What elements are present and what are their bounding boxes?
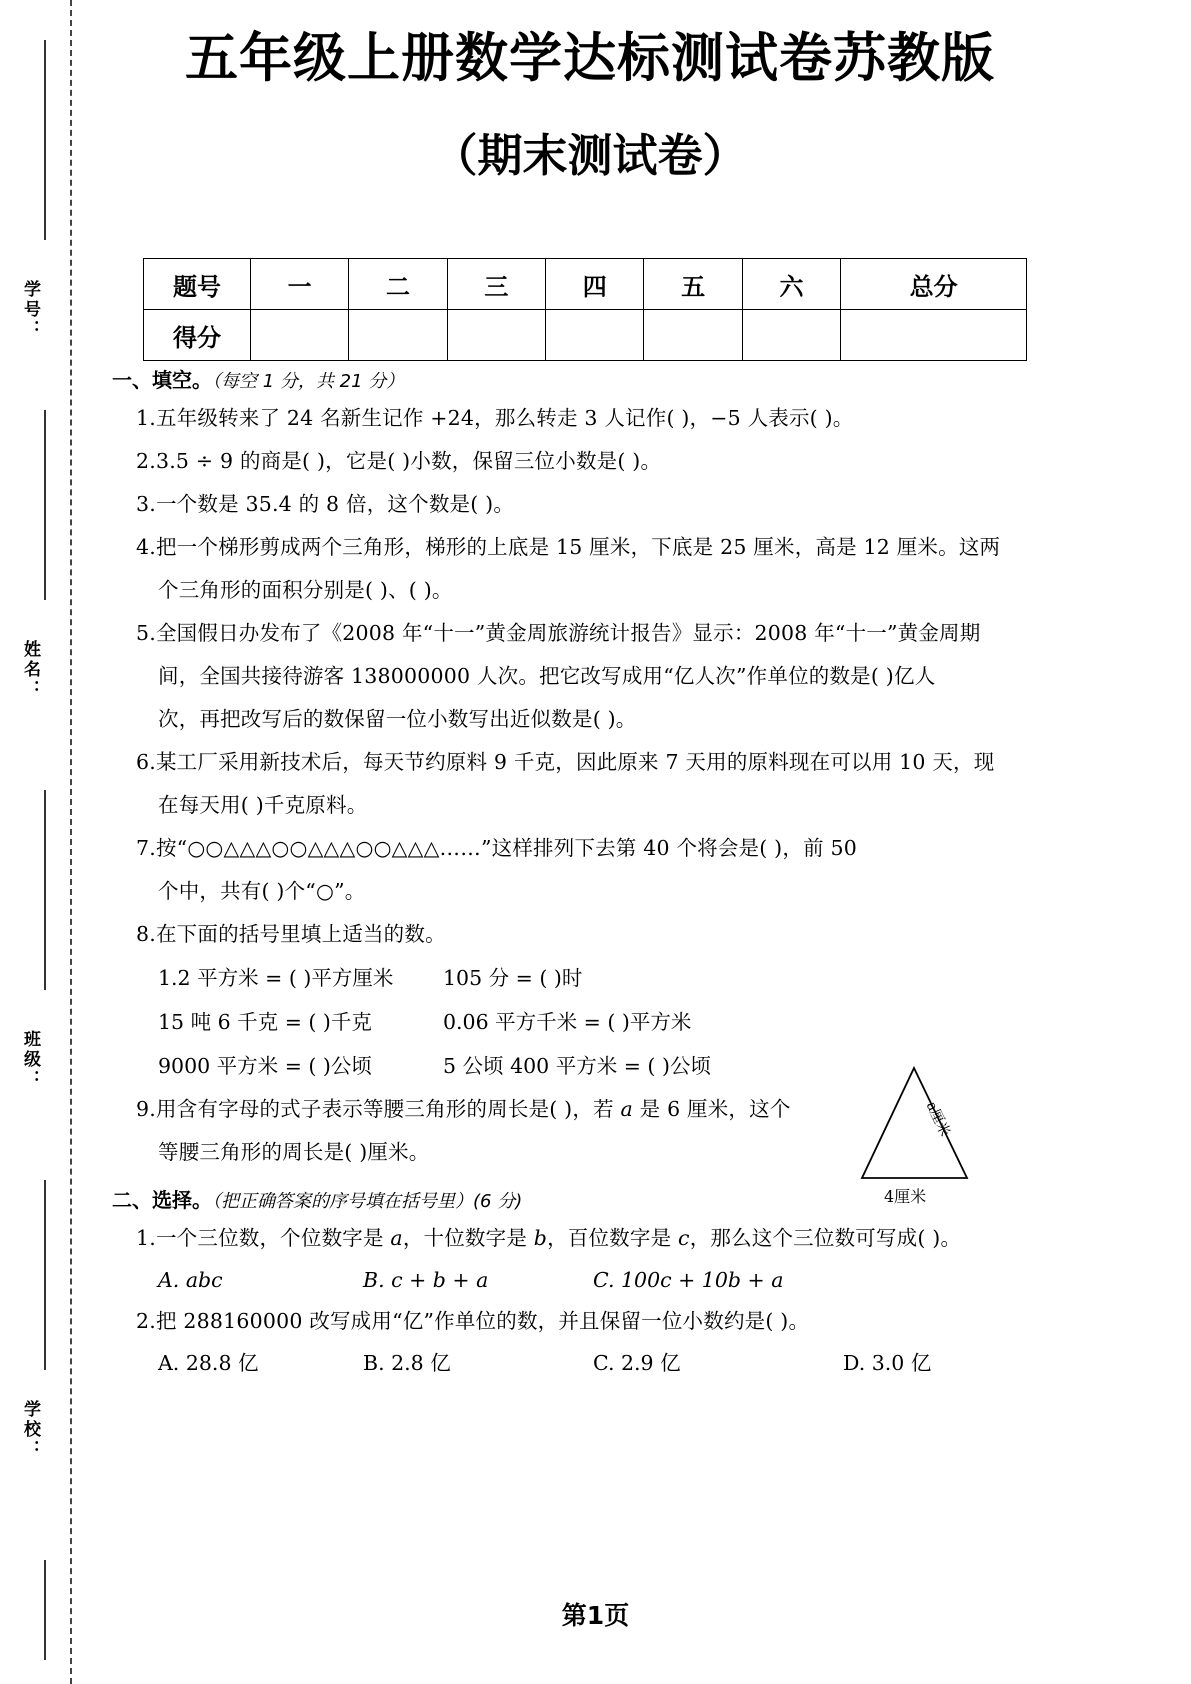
seal-dashed-line [70, 0, 72, 1684]
conversion-right: 5 公顷 400 平方米 = ( )公顷 [443, 1054, 711, 1078]
page-subtitle: （期末测试卷） [432, 129, 748, 182]
question-text-a: 一个三位数，个位数字是 [155, 1226, 391, 1250]
question-text-line2: 间，全国共接待游客 138000000 人次。把它改写成用“亿人次”作单位的数是( )亿人 [158, 664, 936, 688]
question-number: 1. [136, 1226, 156, 1250]
fill-question-8 [136, 913, 1005, 956]
conversion-right: 0.06 平方千米 = ( )平方米 [443, 1010, 692, 1034]
question-text: 把 288160000 改写成用“亿”作单位的数，并且保留一位小数约是( )。 [155, 1309, 810, 1333]
option-a[interactable]: A. abc [158, 1268, 223, 1292]
col-header-2: 二 [349, 259, 447, 310]
option-b[interactable]: B. c + b + a [363, 1268, 489, 1292]
col-header-5: 五 [644, 259, 742, 310]
question-text: 全国假日办发布了《2008 年“十一”黄金周旅游统计报告》显示：2008 年“十一”黄金周期 [155, 621, 981, 645]
isosceles-triangle-figure [852, 1060, 982, 1205]
question-number: 1. [136, 406, 156, 430]
seal-divider-3 [44, 790, 46, 990]
conversion-row-2 [158, 1000, 1005, 1044]
variable-a: a [390, 1226, 403, 1250]
question-text-b: ，十位数字是 [402, 1226, 534, 1250]
question-number: 6. [136, 750, 156, 774]
question-number: 3. [136, 492, 156, 516]
score-cell-2[interactable] [349, 310, 447, 361]
variable-a: a [620, 1097, 633, 1121]
question-text: 3.5 ÷ 9 的商是( )，它是( )小数，保留三位小数是( )。 [155, 449, 662, 473]
score-cell-total[interactable] [841, 310, 1027, 361]
question-text-a: 用含有字母的式子表示等腰三角形的周长是( )，若 [155, 1097, 621, 1121]
table-row-question-numbers [144, 259, 1027, 310]
score-cell-1[interactable] [251, 310, 349, 361]
score-cell-4[interactable] [546, 310, 644, 361]
question-text: 把一个梯形剪成两个三角形，梯形的上底是 15 厘米，下底是 25 厘米，高是 12 厘米。这两 [155, 535, 1001, 559]
fill-question-2 [136, 440, 1005, 483]
option-a[interactable]: A. 28.8 亿 [158, 1351, 259, 1375]
seal-label-name: 姓名： [20, 640, 40, 700]
choice-2-options [158, 1343, 1005, 1383]
triangle-base-label: 4厘米 [884, 1187, 927, 1206]
question-number: 2. [136, 1309, 156, 1333]
fill-question-3 [136, 483, 1005, 526]
col-header-1: 一 [251, 259, 349, 310]
choice-question-1 [136, 1217, 1005, 1260]
option-c[interactable]: C. 100c + 10b + a [593, 1268, 784, 1292]
fill-question-1 [136, 397, 1005, 440]
question-text-line2: 在每天用( )千克原料。 [158, 793, 368, 817]
question-text: 在下面的括号里填上适当的数。 [155, 922, 446, 946]
section-note-two: （把正确答案的序号填在括号里）(6 分) [212, 1191, 523, 1212]
fill-question-7 [136, 827, 1005, 913]
col-header-3: 三 [447, 259, 545, 310]
question-text-b: 是 6 厘米，这个 [632, 1097, 791, 1121]
question-number: 9. [136, 1097, 156, 1121]
variable-c: c [678, 1226, 690, 1250]
question-number: 7. [136, 836, 156, 860]
exam-content [100, 358, 1005, 1383]
seal-divider-2 [44, 410, 46, 600]
choice-question-2 [136, 1300, 1005, 1343]
section-number-one: 一、填空。 [112, 368, 212, 392]
conversion-left: 9000 平方米 = ( )公顷 [158, 1054, 372, 1078]
question-number: 8. [136, 922, 156, 946]
conversion-left: 15 吨 6 千克 = ( )千克 [158, 1010, 372, 1034]
question-text-c: ，百位数字是 [547, 1226, 678, 1250]
question-number: 2. [136, 449, 156, 473]
conversion-left: 1.2 平方米 = ( )平方厘米 [158, 966, 394, 990]
question-text-line3: 次，再把改写后的数保留一位小数写出近似数是( )。 [158, 707, 637, 731]
question-number: 4. [136, 535, 156, 559]
row-label-question-no: 题号 [144, 259, 251, 310]
score-cell-5[interactable] [644, 310, 742, 361]
option-c[interactable]: C. 2.9 亿 [593, 1351, 681, 1375]
section-header-fill-in [112, 364, 1005, 393]
conversion-right: 105 分 = ( )时 [443, 966, 583, 990]
triangle-side-label: a厘米 [922, 1099, 953, 1139]
score-cell-6[interactable] [742, 310, 840, 361]
seal-divider-4 [44, 1180, 46, 1370]
variable-b: b [533, 1226, 548, 1250]
question-text-d: ，那么这个三位数可写成( )。 [689, 1226, 962, 1250]
col-header-6: 六 [742, 259, 840, 310]
seal-column [0, 0, 70, 1684]
table-row-scores [144, 310, 1027, 361]
section-number-two: 二、选择。 [112, 1188, 212, 1212]
fill-question-4 [136, 526, 1005, 612]
question-text: 五年级转来了 24 名新生记作 +24，那么转走 3 人记作( )，−5 人表示( )。 [155, 406, 854, 430]
col-header-total: 总分 [841, 259, 1027, 310]
row-label-score: 得分 [144, 310, 251, 361]
question-text-line2: 等腰三角形的周长是( )厘米。 [158, 1140, 430, 1164]
question-text-line2: 个三角形的面积分别是( )、( )。 [158, 578, 453, 602]
seal-label-student-id: 学号： [20, 280, 40, 340]
fill-question-5 [136, 612, 1005, 741]
col-header-4: 四 [546, 259, 644, 310]
seal-label-class: 班级： [20, 1030, 40, 1090]
question-number: 5. [136, 621, 156, 645]
option-b[interactable]: B. 2.8 亿 [363, 1351, 451, 1375]
question-text: 某工厂采用新技术后，每天节约原料 9 千克，因此原来 7 天用的原料现在可以用 10 天，现 [155, 750, 995, 774]
score-cell-3[interactable] [447, 310, 545, 361]
fill-question-6 [136, 741, 1005, 827]
score-table [143, 258, 1027, 361]
seal-label-school: 学校： [20, 1400, 40, 1460]
page-title: 五年级上册数学达标测试卷苏教版 [185, 28, 995, 89]
page-footer: 第1页 [561, 1601, 630, 1630]
choice-1-options [158, 1260, 1005, 1300]
question-text: 按“○○△△△○○△△△○○△△△……”这样排列下去第 40 个将会是( )，前 50 [155, 836, 857, 860]
conversion-row-1 [158, 956, 1005, 1000]
seal-divider-1 [44, 40, 46, 240]
question-text: 一个数是 35.4 的 8 倍，这个数是( )。 [155, 492, 515, 516]
triangle-icon [852, 1060, 982, 1185]
question-text-line2: 个中，共有( )个“○”。 [158, 879, 366, 903]
option-d[interactable]: D. 3.0 亿 [843, 1351, 932, 1375]
section-note-one: （每空 1 分，共 21 分） [212, 371, 405, 392]
